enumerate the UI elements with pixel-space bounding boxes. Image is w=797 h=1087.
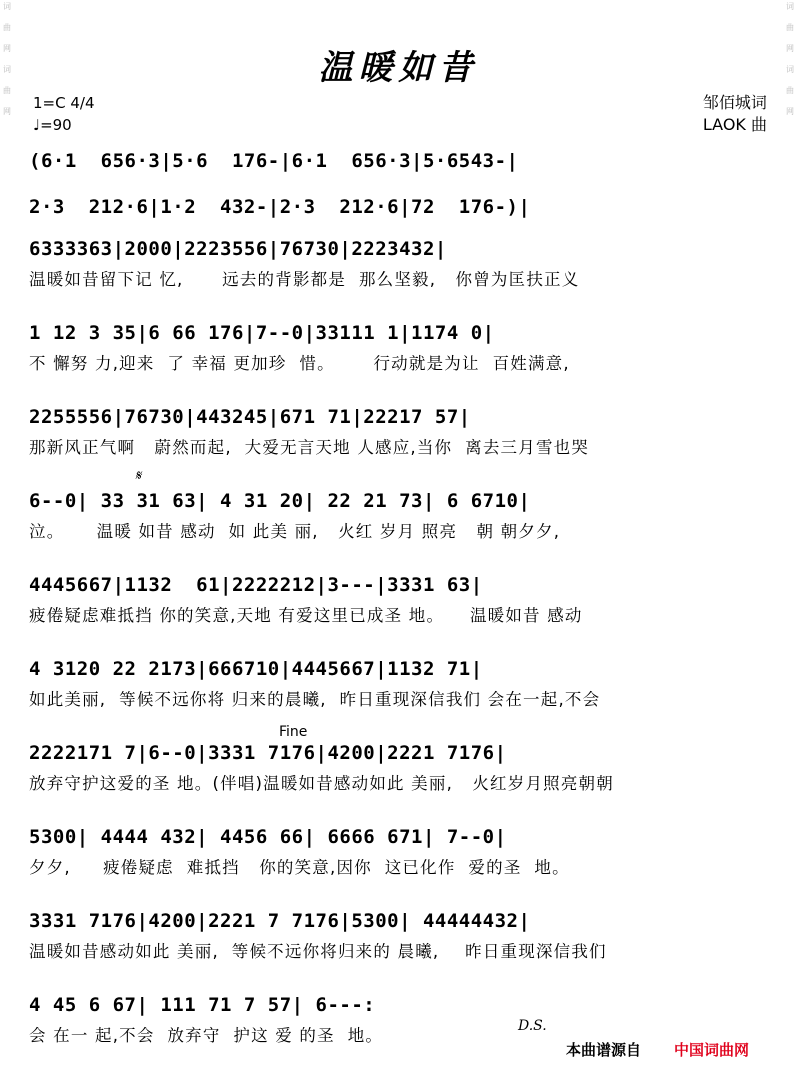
notation-line: 2255556|76730|443245|671 71|22217 57| [29,406,471,428]
notation-line: 2222171 7|6--0|3331 7176|4200|2221 7176| [29,742,507,764]
lyric-line: 疲倦疑虑难抵挡 你的笑意,天地 有爱这里已成圣 地。 温暖如昔 感动 [29,606,583,625]
watermark-char: 网 [3,44,11,53]
lyric-line: 温暖如昔感动如此 美丽, 等候不远你将归来的 晨曦, 昨日重现深信我们 [29,942,607,961]
notation-line: 2·3 212·6|1·2 432-|2·3 212·6|72 176-)| [29,196,531,218]
watermark-char: 网 [786,107,794,116]
tempo-marking: ♩=90 [33,116,72,134]
key-signature: 1=C 4/4 [33,94,95,112]
watermark-char: 词 [786,65,794,74]
watermark-char: 词 [3,2,11,11]
score-system [29,994,777,1050]
watermark-char: 词 [3,65,11,74]
watermark-char: 曲 [786,86,794,95]
watermark-char: 曲 [3,23,11,32]
notation-line: 1 12 3 35|6 66 176|7--0|33111 1|1174 0| [29,322,495,344]
ds-mark: D.S. [518,1018,547,1034]
segno-mark: 𝄋 [135,468,142,484]
notation-line: 3331 7176|4200|2221 7 7176|5300| 44444432| [29,910,531,932]
score-system [29,406,777,462]
notation-line: 4 45 6 67| 111 71 7 57| 6---: [29,994,376,1016]
lyric-line: 那新风正气啊 蔚然而起, 大爱无言天地 人感应,当你 离去三月雪也哭 [29,438,590,457]
source-label: 本曲谱源自 [566,1041,642,1059]
watermark-char: 网 [3,107,11,116]
score-system [29,150,777,178]
notation-line: 5300| 4444 432| 4456 66| 6666 671| 7--0| [29,826,507,848]
song-title: 温暖如昔 [318,48,479,88]
score-system [29,238,777,294]
score-system [29,742,777,798]
lyric-line: 会 在一 起,不会 放弃守 护这 爱 的圣 地。 [29,1026,384,1045]
score-system [29,658,777,714]
score-system [29,196,777,224]
composer-credit: LAOK 曲 [702,115,767,134]
watermark-char: 曲 [786,23,794,32]
score-system [29,574,777,630]
score-system [29,490,777,546]
notation-line: 4445667|1132 61|2222212|3---|3331 63| [29,574,483,596]
lyric-line: 放弃守护这爱的圣 地。(伴唱)温暖如昔感动如此 美丽, 火红岁月照亮朝朝 [29,774,614,793]
watermark-char: 曲 [3,86,11,95]
watermark-char: 网 [786,44,794,53]
left-watermark-strip [2,0,12,1087]
song-meta-left [33,92,95,136]
score-system [29,910,777,966]
notation-line: 6--0| 33 31 63| 4 31 20| 22 21 73| 6 6710| [29,490,531,512]
fine-mark: Fine [279,724,308,740]
song-meta-right [703,92,767,136]
score-system [29,826,777,882]
lyric-line: 不 懈努 力,迎来 了 幸福 更加珍 惜。 行动就是为让 百姓满意, [29,354,570,373]
lyric-line: 泣。 温暖 如昔 感动 如 此美 丽, 火红 岁月 照亮 朝 朝夕夕, [29,522,561,541]
score-system [29,322,777,378]
notation-line: (6·1 656·3|5·6 176-|6·1 656·3|5·6543-| [29,150,519,172]
notation-line: 6333363|2000|2223556|76730|2223432| [29,238,447,260]
lyric-line: 夕夕, 疲倦疑虑 难抵挡 你的笑意,因你 这已化作 爱的圣 地。 [29,858,570,877]
watermark-char: 词 [786,2,794,11]
lyric-line: 温暖如昔留下记 忆, 远去的背影都是 那么坚毅, 你曾为匡扶正义 [29,270,580,289]
lyricist-credit: 邹佰城词 [702,93,767,112]
notation-line: 4 3120 22 2173|666710|4445667|1132 71| [29,658,483,680]
lyric-line: 如此美丽, 等候不远你将 归来的晨曦, 昨日重现深信我们 会在一起,不会 [29,690,601,709]
source-site-link[interactable]: 中国词曲网 [674,1041,750,1059]
right-watermark-strip [785,0,795,1087]
